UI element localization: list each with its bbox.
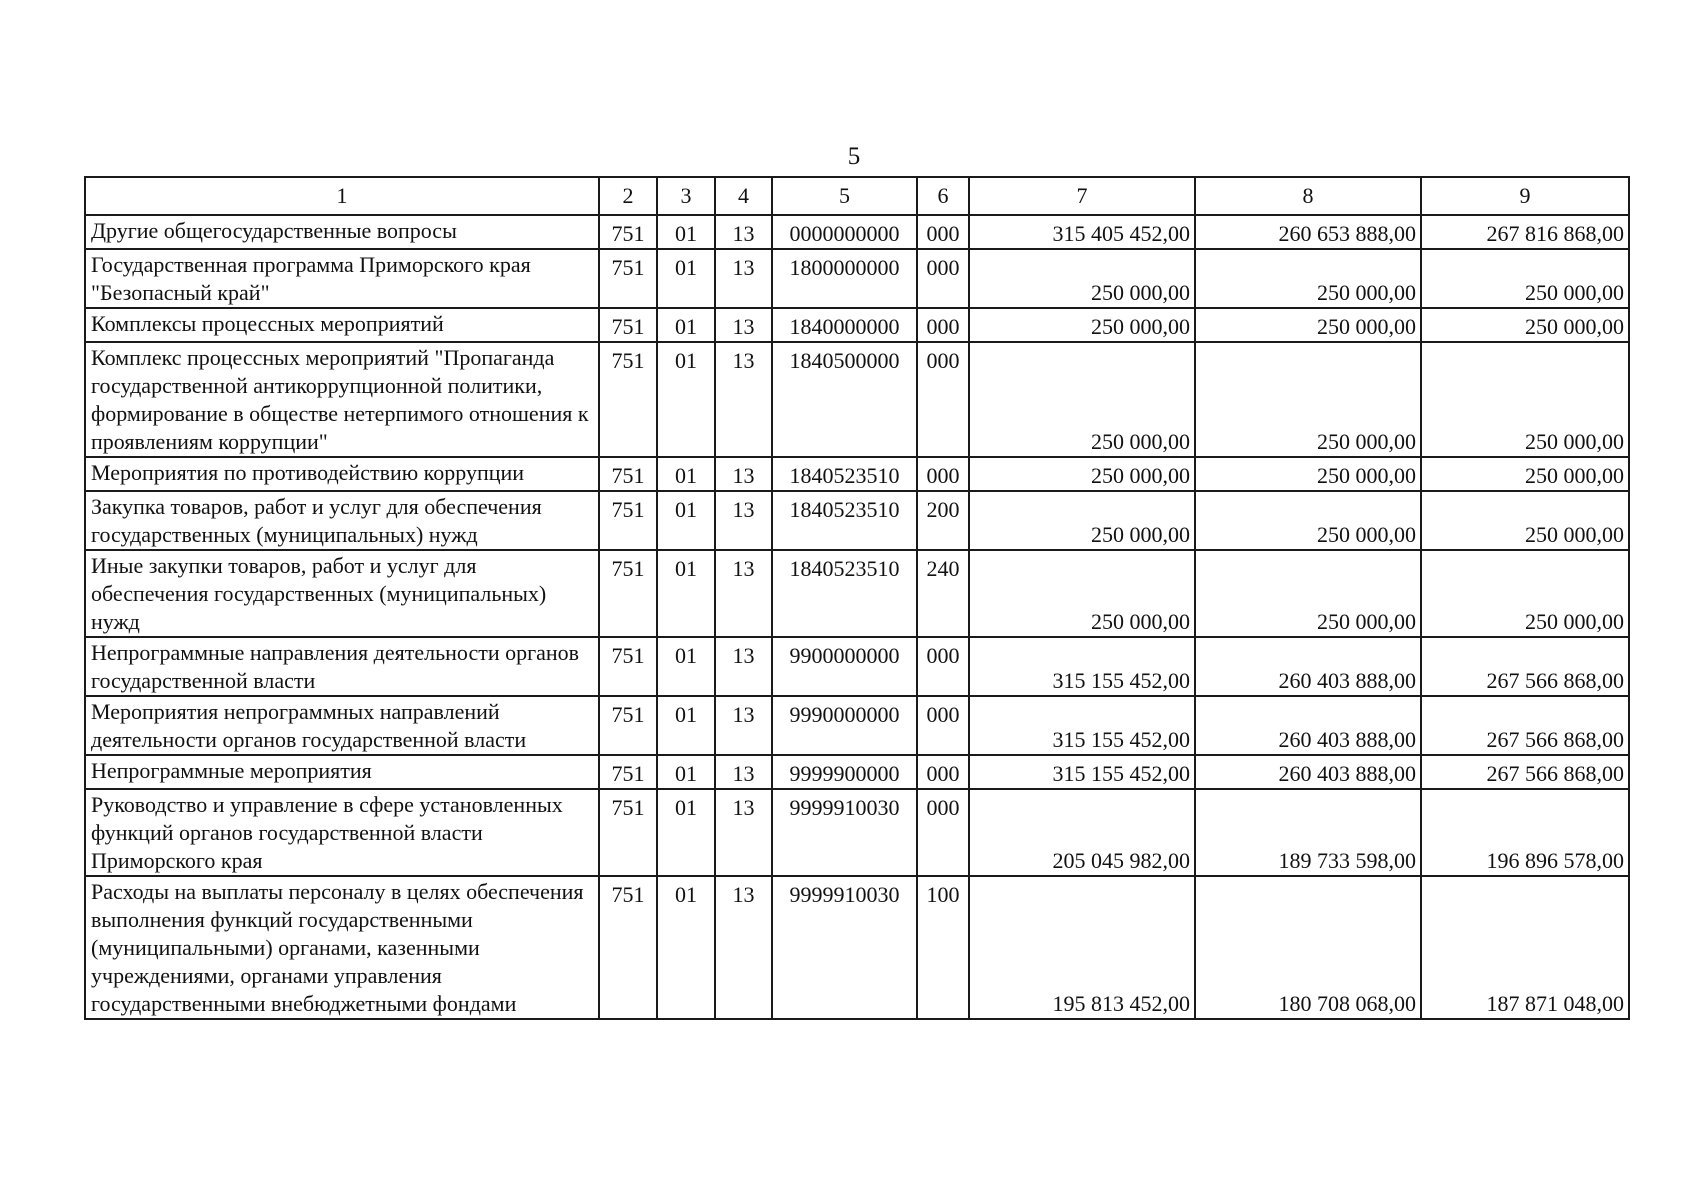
amount-cell-col8: 250 000,00 — [1195, 457, 1421, 491]
row-name-cell — [85, 308, 599, 342]
code-cell-col3: 01 — [657, 755, 715, 789]
header-cell: 3 — [657, 177, 715, 215]
amount-cell-col8: 250 000,00 — [1195, 308, 1421, 342]
code-cell-col5: 9999910030 — [772, 789, 917, 876]
code-cell-col6: 000 — [917, 215, 969, 249]
code-cell-col2: 751 — [599, 789, 657, 876]
header-cell: 8 — [1195, 177, 1421, 215]
code-cell-col5: 9999910030 — [772, 876, 917, 1019]
code-cell-col3: 01 — [657, 491, 715, 550]
table-row — [85, 789, 1629, 876]
code-cell-col2: 751 — [599, 550, 657, 637]
code-cell-col4: 13 — [715, 249, 772, 308]
amount-cell-col9: 250 000,00 — [1421, 457, 1629, 491]
code-cell-col5: 0000000000 — [772, 215, 917, 249]
amount-cell-col9: 250 000,00 — [1421, 550, 1629, 637]
amount-cell-col7: 250 000,00 — [969, 457, 1195, 491]
row-name-text: Непрограммные направления деятельности органов государственной власти — [91, 640, 580, 693]
amount-cell-col7: 250 000,00 — [969, 550, 1195, 637]
row-name-text: Закупка товаров, работ и услуг для обеспечения государственных (муниципальных) нужд — [91, 494, 542, 547]
code-cell-col3: 01 — [657, 342, 715, 457]
amount-cell-col7: 315 155 452,00 — [969, 637, 1195, 696]
amount-cell-col7: 250 000,00 — [969, 249, 1195, 308]
row-name-text: Комплекс процессных мероприятий "Пропаганда государственной антикоррупционной политики, формирование в обществе нетерпимого отношения к проявлениям коррупции" — [91, 345, 589, 454]
code-cell-col6: 200 — [917, 491, 969, 550]
code-cell-col2: 751 — [599, 308, 657, 342]
code-cell-col4: 13 — [715, 457, 772, 491]
header-cell: 1 — [85, 177, 599, 215]
table-row — [85, 550, 1629, 637]
code-cell-col5: 9999900000 — [772, 755, 917, 789]
amount-cell-col7: 205 045 982,00 — [969, 789, 1195, 876]
code-cell-col3: 01 — [657, 249, 715, 308]
code-cell-col2: 751 — [599, 637, 657, 696]
row-name-cell — [85, 696, 599, 755]
amount-cell-col8: 260 403 888,00 — [1195, 755, 1421, 789]
code-cell-col5: 1840500000 — [772, 342, 917, 457]
code-cell-col3: 01 — [657, 457, 715, 491]
amount-cell-col8: 260 403 888,00 — [1195, 637, 1421, 696]
row-name-cell — [85, 550, 599, 637]
table-row — [85, 696, 1629, 755]
code-cell-col4: 13 — [715, 550, 772, 637]
table-row — [85, 755, 1629, 789]
row-name-cell — [85, 215, 599, 249]
table-row — [85, 457, 1629, 491]
page-number: 5 — [847, 143, 861, 170]
code-cell-col2: 751 — [599, 491, 657, 550]
row-name-cell — [85, 249, 599, 308]
code-cell-col4: 13 — [715, 491, 772, 550]
row-name-text: Государственная программа Приморского края "Безопасный край" — [91, 252, 531, 305]
code-cell-col5: 1840523510 — [772, 550, 917, 637]
header-cell: 4 — [715, 177, 772, 215]
amount-cell-col8: 250 000,00 — [1195, 249, 1421, 308]
table-row — [85, 215, 1629, 249]
table-row — [85, 308, 1629, 342]
amount-cell-col8: 250 000,00 — [1195, 342, 1421, 457]
row-name-text: Непрограммные мероприятия — [91, 758, 372, 783]
code-cell-col6: 240 — [917, 550, 969, 637]
code-cell-col4: 13 — [715, 342, 772, 457]
amount-cell-col9: 250 000,00 — [1421, 249, 1629, 308]
amount-cell-col7: 250 000,00 — [969, 308, 1195, 342]
row-name-text: Другие общегосударственные вопросы — [91, 218, 457, 243]
amount-cell-col7: 250 000,00 — [969, 491, 1195, 550]
table-row — [85, 876, 1629, 1019]
code-cell-col6: 000 — [917, 789, 969, 876]
row-name-text: Иные закупки товаров, работ и услуг для обеспечения государственных (муниципальных) нужд — [91, 553, 547, 634]
code-cell-col6: 000 — [917, 308, 969, 342]
code-cell-col2: 751 — [599, 457, 657, 491]
amount-cell-col9: 250 000,00 — [1421, 342, 1629, 457]
amount-cell-col9: 250 000,00 — [1421, 491, 1629, 550]
row-name-text: Мероприятия непрограммных направлений деятельности органов государственной власти — [91, 699, 527, 752]
code-cell-col3: 01 — [657, 876, 715, 1019]
amount-cell-col8: 250 000,00 — [1195, 491, 1421, 550]
amount-cell-col9: 267 566 868,00 — [1421, 696, 1629, 755]
code-cell-col3: 01 — [657, 215, 715, 249]
row-name-cell — [85, 491, 599, 550]
budget-table — [84, 176, 1630, 1020]
code-cell-col4: 13 — [715, 308, 772, 342]
code-cell-col6: 000 — [917, 637, 969, 696]
code-cell-col6: 000 — [917, 755, 969, 789]
code-cell-col5: 1840523510 — [772, 457, 917, 491]
amount-cell-col7: 250 000,00 — [969, 342, 1195, 457]
code-cell-col2: 751 — [599, 876, 657, 1019]
row-name-cell — [85, 342, 599, 457]
header-cell: 9 — [1421, 177, 1629, 215]
row-name-cell — [85, 457, 599, 491]
code-cell-col3: 01 — [657, 789, 715, 876]
code-cell-col6: 100 — [917, 876, 969, 1019]
header-cell: 5 — [772, 177, 917, 215]
row-name-cell — [85, 789, 599, 876]
code-cell-col6: 000 — [917, 696, 969, 755]
table-row — [85, 249, 1629, 308]
row-name-text: Руководство и управление в сфере установленных функций органов государственной власти Приморского края — [91, 792, 563, 873]
amount-cell-col8: 250 000,00 — [1195, 550, 1421, 637]
amount-cell-col9: 250 000,00 — [1421, 308, 1629, 342]
code-cell-col4: 13 — [715, 696, 772, 755]
code-cell-col4: 13 — [715, 876, 772, 1019]
amount-cell-col9: 267 566 868,00 — [1421, 637, 1629, 696]
code-cell-col2: 751 — [599, 755, 657, 789]
amount-cell-col8: 189 733 598,00 — [1195, 789, 1421, 876]
code-cell-col3: 01 — [657, 696, 715, 755]
row-name-text: Мероприятия по противодействию коррупции — [91, 460, 525, 485]
header-cell: 6 — [917, 177, 969, 215]
code-cell-col6: 000 — [917, 342, 969, 457]
header-cell: 2 — [599, 177, 657, 215]
code-cell-col3: 01 — [657, 550, 715, 637]
amount-cell-col9: 267 816 868,00 — [1421, 215, 1629, 249]
code-cell-col6: 000 — [917, 457, 969, 491]
code-cell-col5: 1800000000 — [772, 249, 917, 308]
code-cell-col2: 751 — [599, 342, 657, 457]
amount-cell-col9: 196 896 578,00 — [1421, 789, 1629, 876]
code-cell-col3: 01 — [657, 637, 715, 696]
amount-cell-col7: 315 155 452,00 — [969, 755, 1195, 789]
code-cell-col5: 1840000000 — [772, 308, 917, 342]
code-cell-col2: 751 — [599, 696, 657, 755]
code-cell-col4: 13 — [715, 215, 772, 249]
amount-cell-col7: 315 155 452,00 — [969, 696, 1195, 755]
code-cell-col5: 9900000000 — [772, 637, 917, 696]
amount-cell-col8: 260 403 888,00 — [1195, 696, 1421, 755]
code-cell-col4: 13 — [715, 637, 772, 696]
row-name-cell — [85, 637, 599, 696]
code-cell-col5: 9990000000 — [772, 696, 917, 755]
row-name-cell — [85, 876, 599, 1019]
amount-cell-col7: 195 813 452,00 — [969, 876, 1195, 1019]
amount-cell-col8: 260 653 888,00 — [1195, 215, 1421, 249]
header-cell: 7 — [969, 177, 1195, 215]
amount-cell-col9: 267 566 868,00 — [1421, 755, 1629, 789]
code-cell-col2: 751 — [599, 215, 657, 249]
code-cell-col5: 1840523510 — [772, 491, 917, 550]
row-name-text: Расходы на выплаты персоналу в целях обеспечения выполнения функций государственными (муниципальными) органами, казенными учреждениями, органами управления государственными внебюджетными фондами — [91, 879, 584, 1016]
row-name-text: Комплексы процессных мероприятий — [91, 311, 444, 336]
table-row — [85, 342, 1629, 457]
row-name-cell — [85, 755, 599, 789]
code-cell-col4: 13 — [715, 755, 772, 789]
code-cell-col3: 01 — [657, 308, 715, 342]
header-row — [85, 177, 1629, 215]
table-row — [85, 637, 1629, 696]
code-cell-col6: 000 — [917, 249, 969, 308]
amount-cell-col8: 180 708 068,00 — [1195, 876, 1421, 1019]
code-cell-col2: 751 — [599, 249, 657, 308]
table-row — [85, 491, 1629, 550]
amount-cell-col7: 315 405 452,00 — [969, 215, 1195, 249]
code-cell-col4: 13 — [715, 789, 772, 876]
amount-cell-col9: 187 871 048,00 — [1421, 876, 1629, 1019]
